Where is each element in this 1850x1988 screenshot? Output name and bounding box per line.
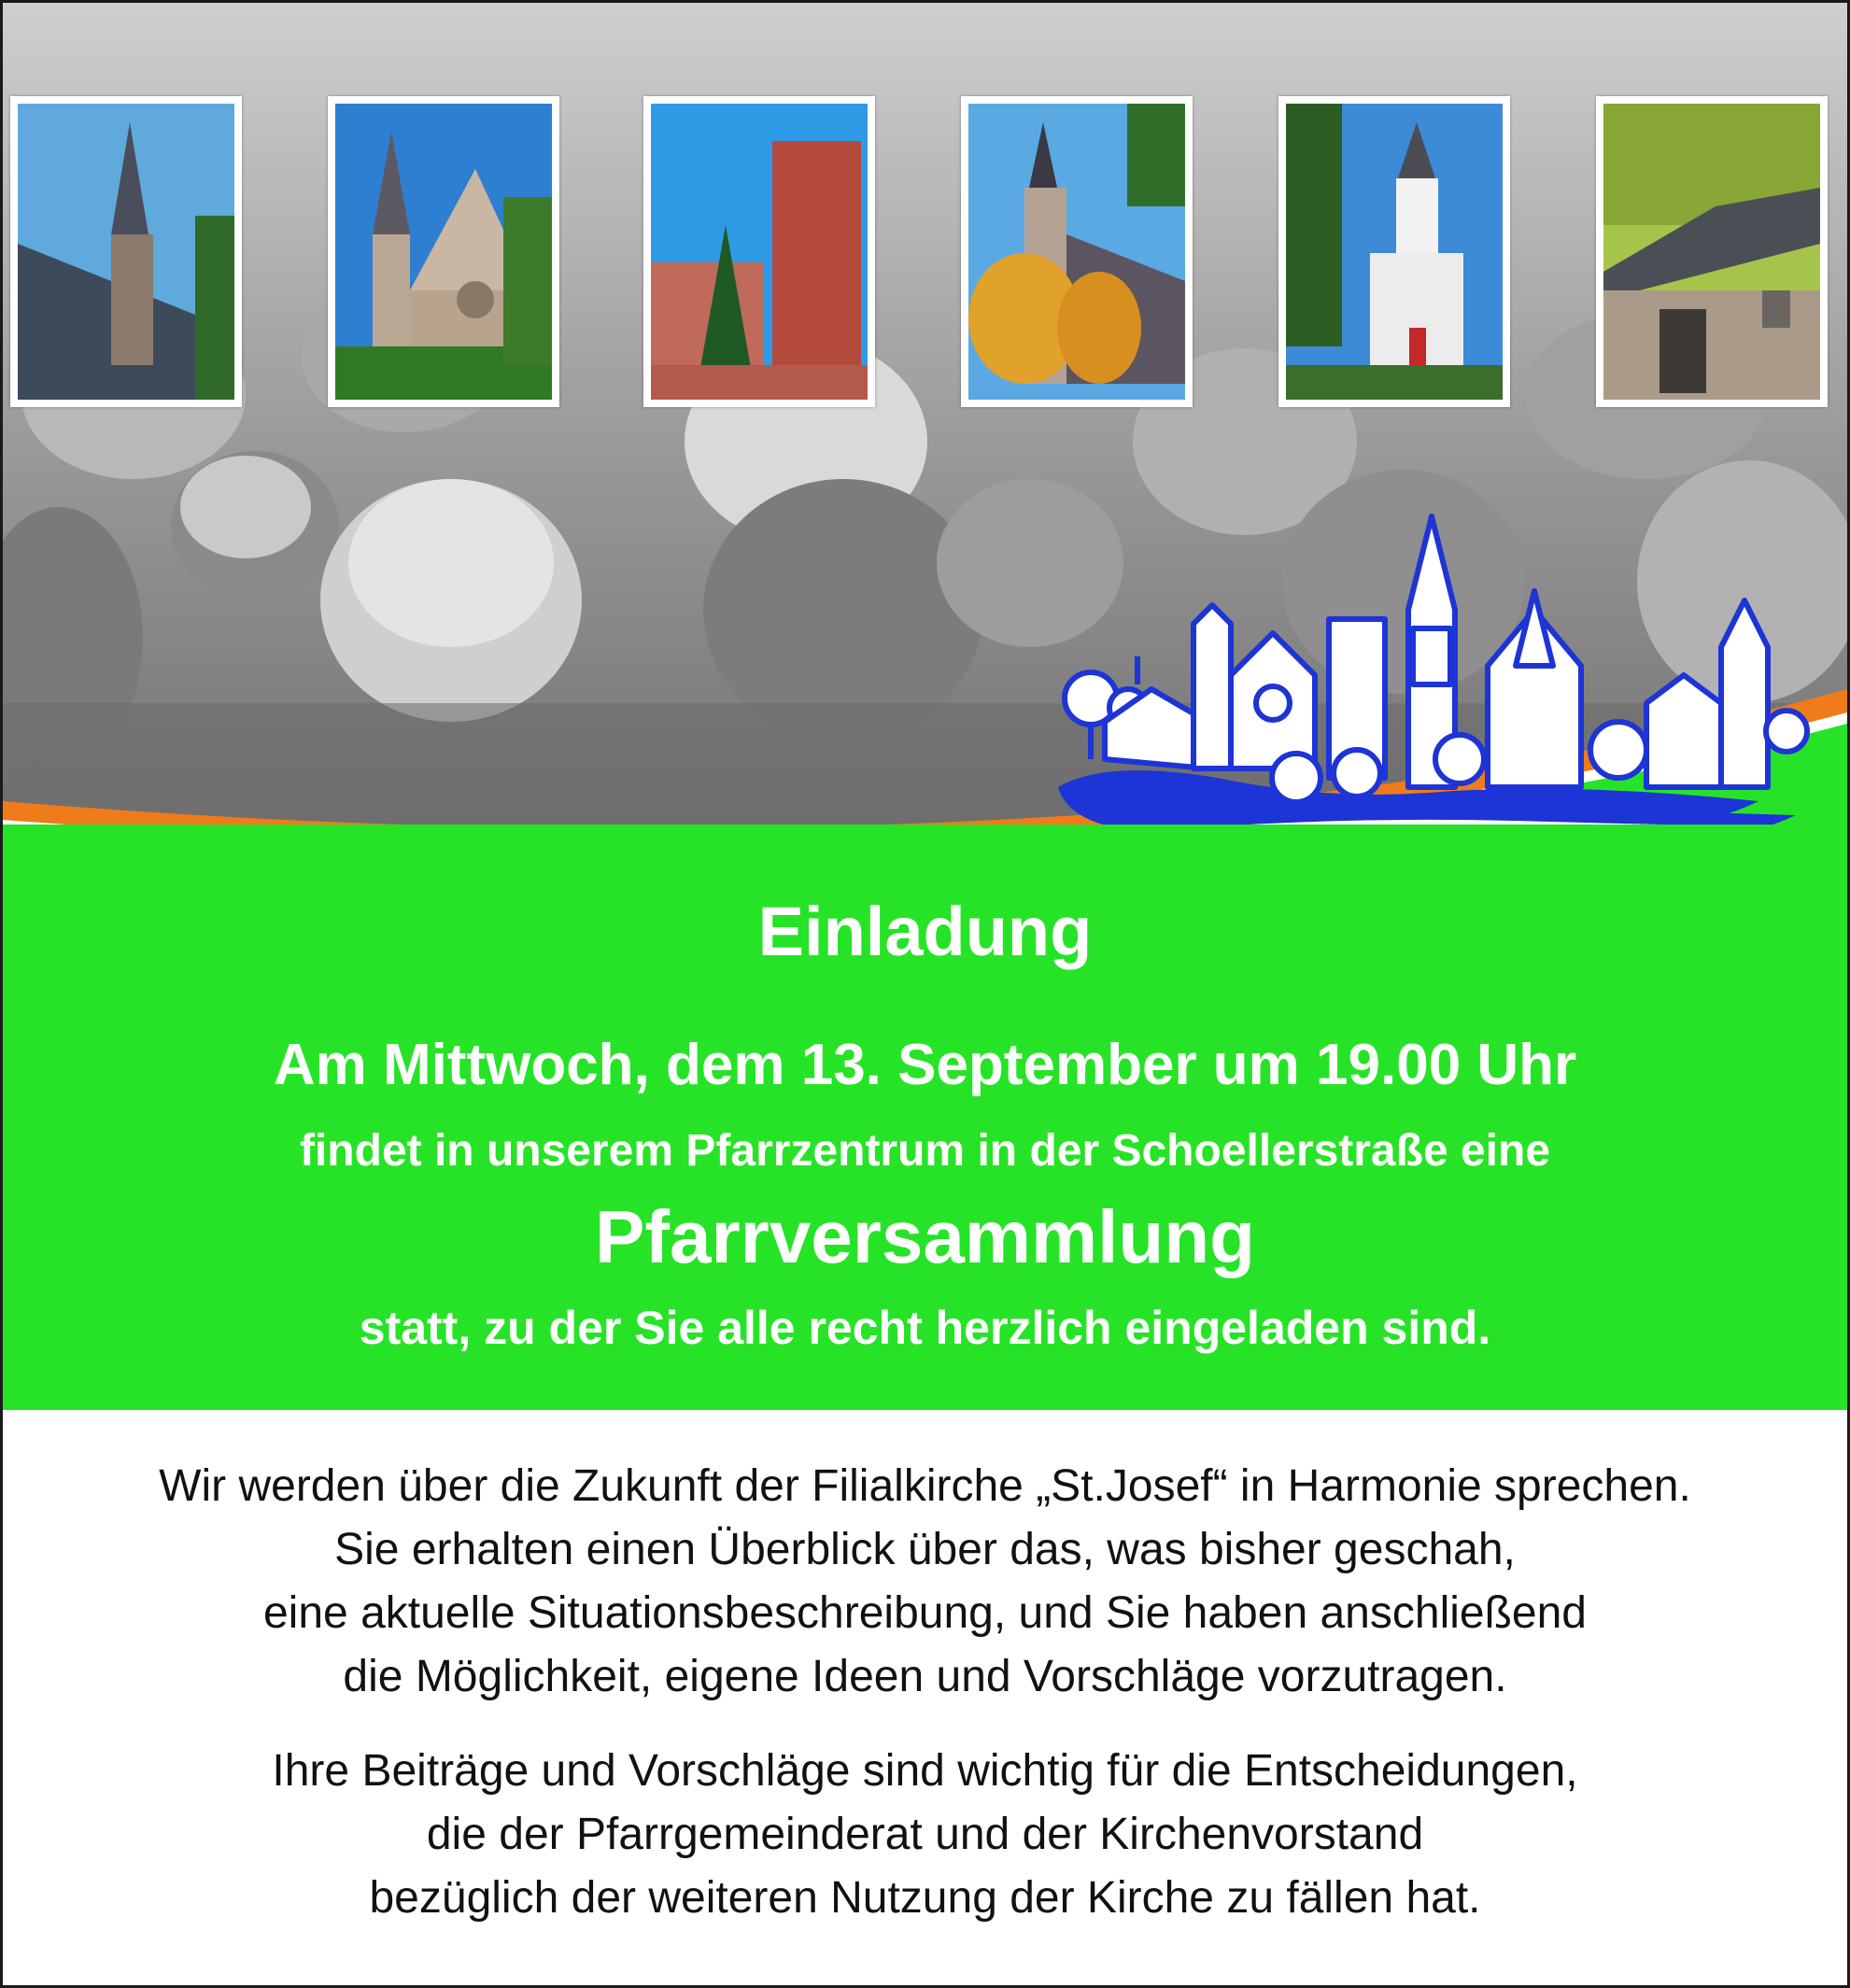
- details-line: die der Pfarrgemeinderat und der Kirchenvorstand: [426, 1810, 1424, 1859]
- church-photo-6: [1596, 96, 1828, 407]
- church-photo-5: [1278, 96, 1510, 407]
- details-paragraph-1: [3, 1455, 1847, 1709]
- event-location: findet in unserem Pfarrzentrum in der Schoellerstraße eine: [299, 1126, 1551, 1176]
- details-line: Sie erhalten einen Überblick über das, was bisher geschah,: [334, 1525, 1516, 1574]
- details-line: Ihre Beiträge und Vorschläge sind wichtig für die Entscheidungen,: [272, 1746, 1578, 1796]
- parish-skyline-logo: [1049, 479, 1815, 881]
- church-photo-1: [10, 96, 242, 407]
- church-photo-3: [643, 96, 875, 407]
- church-photo-4: [961, 96, 1193, 407]
- invitation-closing: statt, zu der Sie alle recht herzlich eingeladen sind.: [359, 1302, 1491, 1354]
- invitation-band: [3, 825, 1847, 1410]
- details-line: die Möglichkeit, eigene Ideen und Vorschläge vorzutragen.: [343, 1652, 1507, 1701]
- details-line: bezüglich der weiteren Nutzung der Kirche zu fällen hat.: [369, 1873, 1481, 1923]
- church-photo-2: [328, 96, 559, 407]
- hero-banner: [3, 3, 1847, 881]
- details-line: Wir werden über die Zukunft der Filialkirche „St.Josef“ in Harmonie sprechen.: [159, 1461, 1691, 1511]
- details-line: eine aktuelle Situationsbeschreibung, und Sie haben anschließend: [262, 1588, 1587, 1638]
- details-paragraph-2: [3, 1740, 1847, 1930]
- invitation-title: Einladung: [757, 893, 1093, 970]
- event-name: Pfarrversammlung: [595, 1195, 1255, 1278]
- event-date: Am Mittwoch, dem 13. September um 19.00 Uhr: [273, 1033, 1577, 1097]
